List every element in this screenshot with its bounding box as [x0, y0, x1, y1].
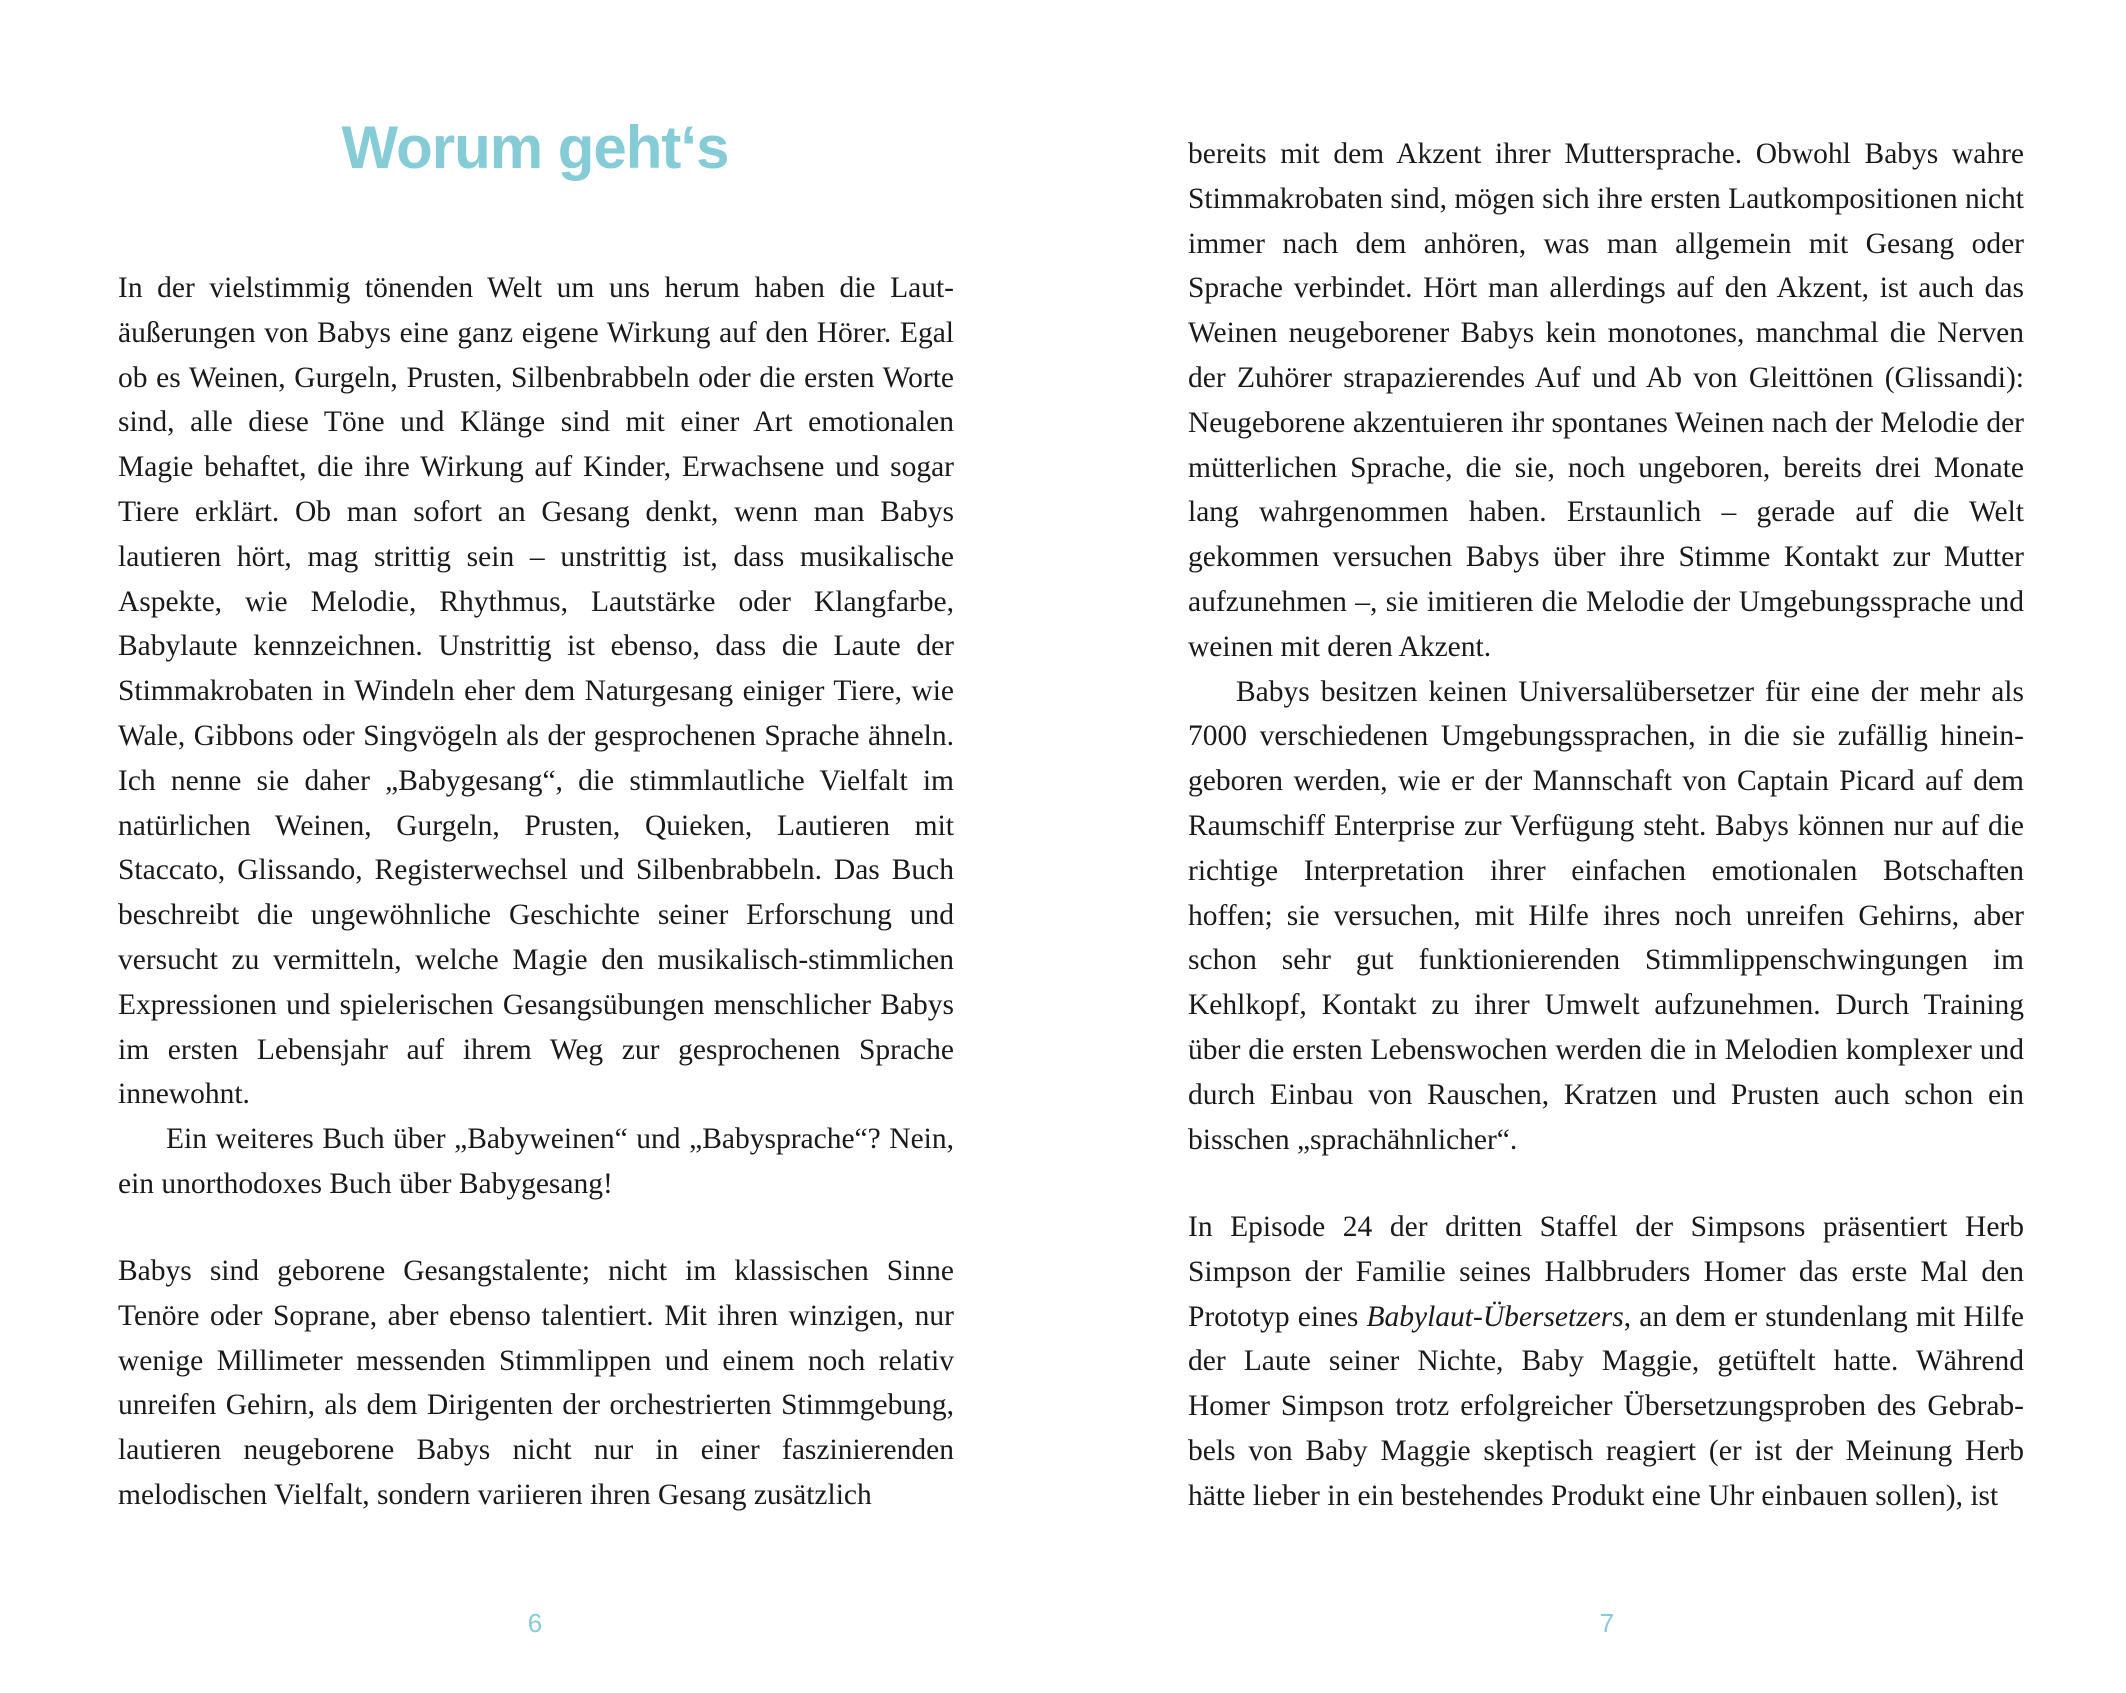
text-run: In Episode 24 der dritten Staffel der Simpsons präsentiert Herb Simpson der Familie seines Halbbruders Homer das erste Mal den Prototyp eines	[1188, 1211, 2024, 1333]
page-number-right: 7	[1599, 1608, 1615, 1638]
paragraph: Babys sind geborene Gesangstalente; nicht im klassischen Sinne Tenöre oder Soprane, aber ebenso talentiert. Mit ihren winzigen, nur wenige Millimeter messenden Stimmlippen und einem noch relativ unreifen Gehirn, als dem Dirigenten der orchestrierten Stimmgebung, lautieren neugeborene Babys nicht nur in einer faszinierenden melodischen Vielfalt, sondern variieren ihren Gesang zusätzlich	[118, 1255, 954, 1511]
paragraph: Ein weiteres Buch über „Babyweinen“ und „Babysprache“? Nein, ein unorthodoxes Buch über Babygesang!	[118, 1123, 954, 1200]
italic-term: Babylaut-Übersetzers	[1366, 1300, 1624, 1333]
text-run: , an dem er stundenlang mit Hilfe der Laute seiner Nichte, Baby Maggie, getüftelt hatte. Während Homer Simpson trotz erfolgreicher Übersetzungsproben des Gebrabbels von Baby Maggie skeptisch reagiert (er ist der Meinung Herb hätte lieber in ein bestehendes Produkt eine Uhr einbauen sollen), ist	[1188, 1300, 2024, 1512]
page-number-left: 6	[527, 1608, 543, 1638]
chapter-title: Worum geht‘s	[341, 114, 729, 181]
paragraph: bereits mit dem Akzent ihrer Muttersprache. Obwohl Babys wahre Stimmakrobaten sind, mögen sich ihre ersten Lautkompositionen nicht immer nach dem anhören, was man allgemein mit Gesang oder Sprache verbindet. Hört man allerdings auf den Akzent, ist auch das Weinen neugeborener Babys kein monotones, manchmal die Nerven der Zuhörer strapazierendes Auf und Ab von Gleittönen (Glissandi): Neugeborene akzentuieren ihr spontanes Weinen nach der Melodie der mütterlichen Sprache, die sie, noch ungeboren, bereits drei Monate lang wahrgenommen haben. Erstaunlich – gerade auf die Welt gekommen versuchen Babys über ihre Stimme Kontakt zur Mutter aufzunehmen –, sie imitieren die Melodie der Umgebungssprache und weinen mit deren Akzent.	[1188, 138, 2024, 663]
right-page	[1063, 0, 2126, 1693]
right-text-block-2	[1188, 1205, 2024, 1519]
paragraph: Babys besitzen keinen Universalübersetzer für eine der mehr als 7000 verschiedenen Umgebungssprachen, in die sie zufällig hineingeboren werden, wie er der Mannschaft von Captain Picard auf dem Raumschiff Enterprise zur Verfügung steht. Babys können nur auf die richtige Interpretation ihrer einfachen emotionalen Botschaften hoffen; sie versuchen, mit Hilfe ihres noch unreifen Gehirns, aber schon sehr gut funktionierenden Stimmlippenschwingungen im Kehlkopf, Kontakt zu ihrer Umwelt aufzunehmen. Durch Training über die ersten Lebenswochen werden die in Melodien komplexer und durch Einbau von Rauschen, Kratzen und Prusten auch schon ein bisschen „sprachähnlicher“.	[1188, 675, 2024, 1156]
paragraph: In der vielstimmig tönenden Welt um uns herum haben die Lautäußerungen von Babys eine ganz eigene Wirkung auf den Hörer. Egal ob es Weinen, Gurgeln, Prusten, Silbenbrabbeln oder die ersten Worte sind, alle diese Töne und Klänge sind mit einer Art emotionalen Magie behaftet, die ihre Wirkung auf Kinder, Erwachsene und sogar Tiere erklärt. Ob man sofort an Gesang denkt, wenn man Babys lautieren hört, mag strittig sein – unstrittig ist, dass musikalische Aspekte, wie Melodie, Rhythmus, Lautstärke oder Klangfarbe, Babylaute kennzeichnen. Unstrittig ist ebenso, dass die Laute der Stimmakrobaten in Windeln eher dem Naturgesang einiger Tiere, wie Wale, Gibbons oder Singvögeln als der gesprochenen Sprache ähneln. Ich nenne sie daher „Babygesang“, die stimmlautliche Vielfalt im natürlichen Weinen, Gurgeln, Prusten, Quieken, Lautieren mit Staccato, Glissando, Registerwechsel und Silbenbrabbeln. Das Buch beschreibt die ungewöhnliche Geschichte seiner Erforschung und versucht zu vermitteln, welche Magie den musikalisch-stimmlichen Expressionen und spielerischen Gesangsübungen menschlicher Babys im ersten Lebensjahr auf ihrem Weg zur gesprochenen Sprache innewohnt.	[118, 272, 954, 1111]
right-text-block-1	[1188, 132, 2024, 1162]
left-text-block-1	[118, 266, 954, 1207]
paragraph	[1188, 1205, 2024, 1519]
left-text-block-2	[118, 1249, 954, 1518]
